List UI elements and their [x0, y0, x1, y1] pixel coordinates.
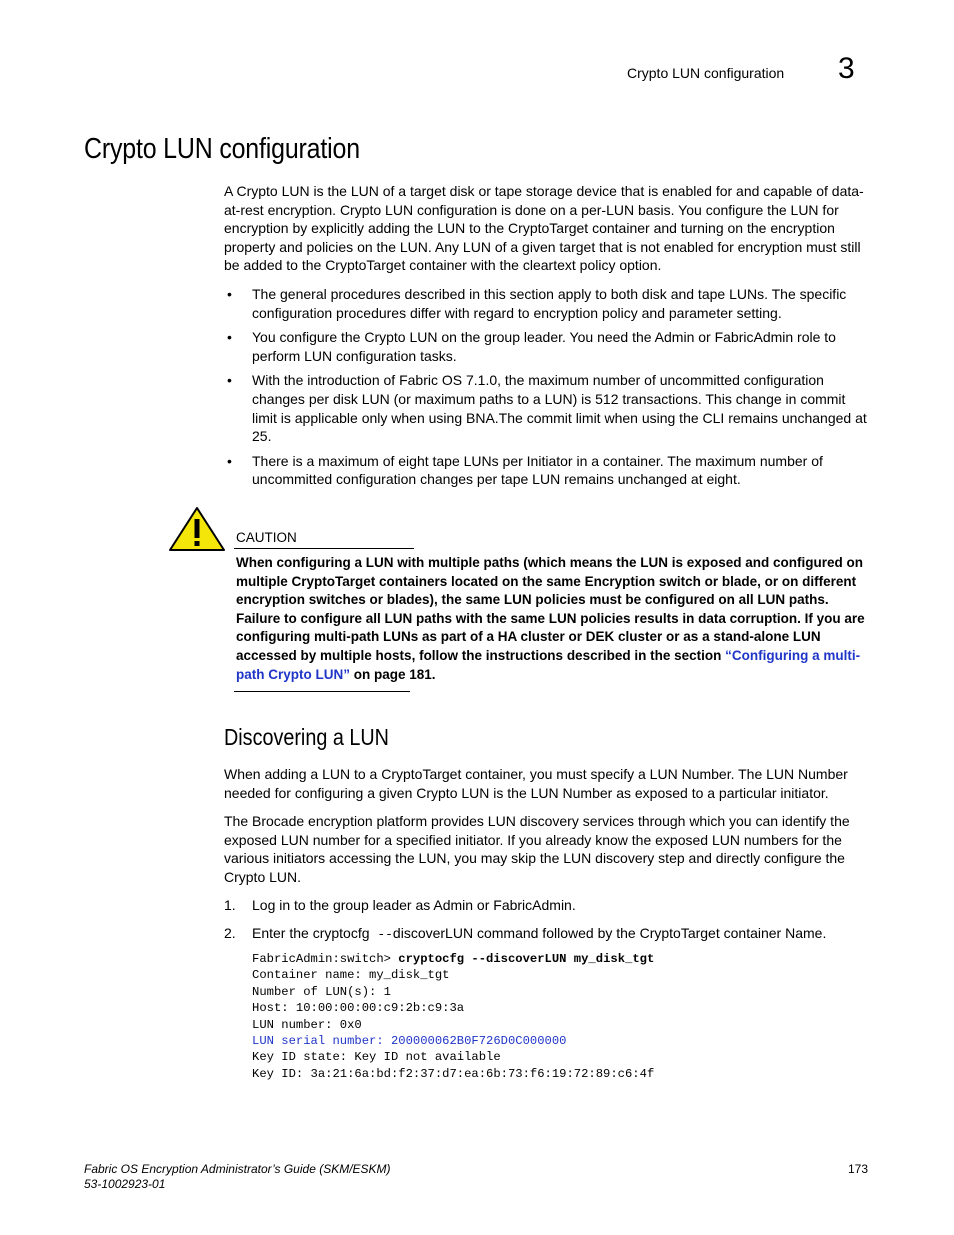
- step-text-end: command followed by the CryptoTarget container Name.: [473, 924, 827, 941]
- footer-doc-number: 53-1002923-01: [84, 1177, 166, 1191]
- bullet-dot: •: [227, 452, 232, 469]
- bullet-dot: •: [227, 372, 232, 389]
- list-item: [224, 328, 874, 365]
- step-text: Log in to the group leader as Admin or FabricAdmin.: [252, 897, 576, 913]
- steps-list: [224, 896, 874, 953]
- page-title: Crypto LUN configuration: [84, 133, 360, 165]
- code-line: Key ID: 3a:21:6a:bd:f2:37:d7:ea:6b:73:f6:19:72:89:c6:4f: [252, 1066, 655, 1081]
- list-item: [224, 452, 874, 489]
- list-item: [224, 371, 874, 445]
- command-name: cryptocfg: [312, 924, 370, 941]
- list-item-text: With the introduction of Fabric OS 7.1.0, the maximum number of uncommitted configuration changes per disk LUN (or maximum paths to a LUN) is 512 transactions. This change in commit limit is applicable only when using BNA.The commit limit when using the CLI remains unchanged at 25.: [252, 372, 867, 445]
- running-header-title: Crypto LUN configuration: [627, 65, 785, 81]
- code-line: Container name: my_disk_tgt: [252, 968, 450, 983]
- code-line: Key ID state: Key ID not available: [252, 1050, 501, 1065]
- code-line: LUN number: 0x0: [252, 1017, 362, 1032]
- caution-label: CAUTION: [236, 530, 297, 545]
- option-dashes: --: [369, 926, 393, 942]
- page-number: 173: [848, 1162, 869, 1176]
- footer-doc-info: [84, 1162, 391, 1192]
- step-item: [224, 924, 874, 945]
- code-block: [252, 951, 654, 1082]
- intro-paragraph: [224, 182, 874, 275]
- footer-doc-title: Fabric OS Encryption Administrator’s Guide (SKM/ESKM): [84, 1162, 391, 1176]
- bullet-dot: •: [227, 329, 232, 346]
- bullet-dot: •: [227, 286, 232, 302]
- caution-bottom-rule: [234, 691, 410, 692]
- paragraph: The Brocade encryption platform provides LUN discovery services through which you can identify the exposed LUN number for a specified initiator. If you already know the exposed LUN numbers for the various initiators accessing the LUN, you may skip the LUN discovery step and directly configure the Crypto LUN.: [224, 813, 850, 885]
- warning-triangle-icon: [168, 506, 226, 552]
- cross-reference-link[interactable]: “Configuring a multi-path Crypto LUN”: [236, 647, 861, 682]
- list-item-text: There is a maximum of eight tape LUNs per Initiator in a container. The maximum number of uncommitted configuration changes per tape LUN remains unchanged at eight.: [252, 452, 823, 488]
- cleartext-keyword: cleartext: [522, 257, 576, 274]
- bullet-list: [224, 285, 874, 495]
- step-item: [224, 896, 874, 915]
- step-number: 2.: [224, 924, 236, 941]
- code-line: Number of LUN(s): 1: [252, 984, 391, 999]
- list-item-text: You configure the Crypto LUN on the group leader. You need the Admin or FabricAdmin role to perform LUN configuration tasks.: [252, 329, 836, 364]
- paragraph: When adding a LUN to a CryptoTarget container, you must specify a LUN Number. The LUN Number needed for configuring a given Crypto LUN is the LUN Number as exposed to a particular initiator.: [224, 766, 848, 801]
- caution-top-rule: [234, 548, 414, 549]
- section-heading: Discovering a LUN: [224, 724, 389, 750]
- step-number: 1.: [224, 897, 236, 913]
- caution-body-end: on page 181.: [350, 666, 436, 682]
- code-command: cryptocfg --discoverLUN my_disk_tgt: [398, 952, 655, 966]
- caution-text: [236, 554, 876, 684]
- code-prompt: FabricAdmin:switch>: [252, 952, 399, 966]
- intro-text-end: policy option.: [575, 257, 662, 274]
- step-text: Enter the: [252, 924, 313, 941]
- option-name: discoverLUN: [392, 924, 474, 941]
- intro-text: A Crypto LUN is the LUN of a target disk or tape storage device that is enabled for and capable of data-at-rest encryption. Crypto LUN configuration is done on a per-LUN basis. You configure the LUN for encryption by explicitly adding the LUN to the CryptoTarget container and turning on the encryption property and policies on the LUN. Any LUN of a given target that is not enabled for encryption must still be added to the CryptoTarget container with the: [224, 183, 864, 274]
- code-line-highlight: LUN serial number: 200000062B0F726D0C000000: [252, 1034, 567, 1049]
- code-line: Host: 10:00:00:00:c9:2b:c9:3a: [252, 1001, 465, 1016]
- list-item: [224, 285, 874, 322]
- chapter-number: 3: [838, 52, 855, 85]
- list-item-text: The general procedures described in this section apply to both disk and tape LUNs. The specific configuration procedures differ with regard to encryption policy and parameter setting.: [252, 286, 847, 321]
- caution-body: When configuring a LUN with multiple paths (which means the LUN is exposed and configured on multiple CryptoTarget containers located on the same Encryption switch or blade, or on different encryption switches or blades), the same LUN policies must be configured on all LUN paths. Failure to configure all LUN paths with the same LUN policies results in data corruption. If you are configuring multi-path LUNs as part of a HA cluster or DEK cluster or as a stand-alone LUN accessed by multiple hosts, follow the instructions described in the section: [236, 555, 865, 663]
